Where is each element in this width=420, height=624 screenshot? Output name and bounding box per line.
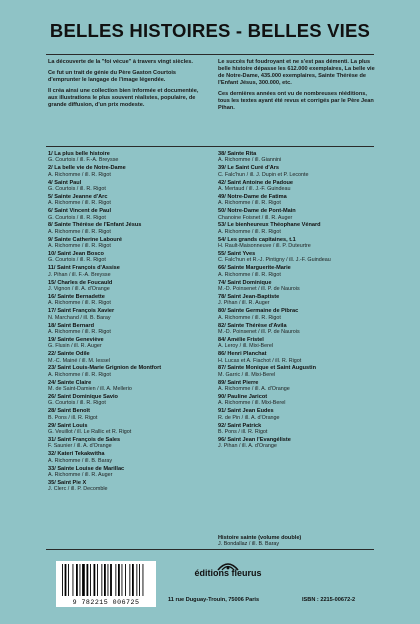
intro-paragraph: La découverte de la "foi vécue" à travers vingt siècles.	[48, 59, 193, 65]
title-label: 4/ Saint Paul	[48, 179, 82, 186]
title-label: 33/ Sainte Louise de Marillac	[48, 465, 125, 472]
authors-label: G. Flusin / ill. R. Auger	[48, 343, 102, 350]
authors-label: G. Courtois / ill. R. Rigot	[48, 400, 106, 407]
title-label: 8/ Sainte Thérèse de l'Enfant Jésus	[48, 222, 142, 229]
authors-label: A. Richomme / ill. Mixi-Berel	[218, 400, 286, 407]
title-entry	[218, 180, 378, 194]
title-entry	[48, 437, 208, 451]
title-entry	[218, 337, 378, 351]
title-label: 82/ Sainte Thérèse d'Avila	[218, 322, 287, 329]
title-entry	[218, 294, 378, 308]
title-label: 5/ Sainte Jeanne d'Arc	[48, 193, 108, 200]
title-entry	[48, 380, 208, 394]
barcode	[56, 561, 156, 607]
title-label: 6/ Saint Vincent de Paul	[48, 208, 112, 215]
title-entry	[218, 265, 378, 279]
authors-label: A. Leroy / ill. Mixi-Berel	[218, 343, 274, 350]
authors-label: G. Courtois / ill. R. Rigot	[48, 214, 106, 221]
authors-label: A. Richomme / ill. R. Auger	[48, 471, 113, 478]
authors-label: A. Richomme / ill. R. Rigot	[218, 200, 281, 207]
authors-label: M.-C. Mainé / ill. M. Iessel	[48, 357, 111, 364]
title-entry	[48, 208, 208, 222]
title-entry	[48, 308, 208, 322]
authors-label: H. Rault-Maisonneuve / ill. P. Duteurtre	[218, 243, 311, 250]
title-label: 50/ Notre-Dame de Pont-Main	[218, 208, 296, 215]
page-title: BELLES HISTOIRES - BELLES VIES	[49, 20, 371, 41]
authors-label: A. Richomme / ill. R. Rigot	[48, 171, 111, 178]
authors-label: A. Richomme / ill. Giannini	[218, 157, 282, 164]
title-entry	[218, 208, 378, 222]
title-entry	[48, 351, 208, 365]
title-entry	[48, 165, 208, 179]
title-label: 15/ Charles de Foucauld	[48, 279, 113, 286]
title-label: 90/ Pauline Jaricot	[218, 394, 268, 401]
intro-paragraph: Le succès fut foudroyant et ne s'est pas démenti. La plus belle histoire dépasse les 612.000 exemplaires, La belle vie de Notre-Dame, 435.000 exemplaires, Sainte Thérèse de l'Enfant Jésus, 300.000, etc.	[218, 59, 375, 86]
title-label: 96/ Saint Jean l'Evangéliste	[218, 436, 291, 443]
title-label: 16/ Sainte Bernadette	[48, 293, 105, 300]
authors-label: A. Richomme / ill. R. Rigot	[48, 228, 111, 235]
authors-label: A. Richomme / ill. R. Rigot	[48, 371, 111, 378]
authors-label: M. de Saint-Damien / ill. A. Mellerio	[48, 386, 132, 393]
title-label: 80/ Sainte Germaine de Pibrac	[218, 308, 299, 315]
title-label: 92/ Saint Patrick	[218, 422, 262, 429]
authors-label: J. Pihan / ill. R. Auger	[218, 300, 270, 307]
title-label: 42/ Saint Antoine de Padoue	[218, 179, 294, 186]
divider-top	[46, 54, 374, 55]
title-label: 23/ Saint Louis-Marie Grignion de Montfort	[48, 365, 162, 372]
title-label: 11/ Saint François d'Assise	[48, 265, 120, 272]
title-entry	[48, 222, 208, 236]
title-label: 84/ Amélie Fristel	[218, 336, 264, 343]
title-label: 39/ Le Saint Curé d'Ars	[218, 165, 280, 172]
authors-label: M. Garric / ill. Mixi-Berel	[218, 371, 276, 378]
title-entry	[48, 280, 208, 294]
title-entry	[218, 222, 378, 236]
authors-label: B. Pons / ill. R. Rigot	[48, 414, 98, 421]
title-entry	[48, 323, 208, 337]
publisher-name: éditions fleurus	[194, 568, 262, 578]
authors-label: A. Richomme / ill. A. d'Orange	[218, 386, 290, 393]
authors-label: F. Saunier / ill. A. d'Orange	[48, 443, 112, 450]
barcode-bars	[62, 564, 150, 596]
authors-label: Chanoine Foisnet / ill. R. Auger	[218, 214, 293, 221]
title-label: 10/ Saint Jean Bosco	[48, 251, 104, 258]
title-label: 22/ Sainte Odile	[48, 351, 90, 358]
authors-label: A. Richomme / ill. R. Rigot	[48, 200, 111, 207]
intro-paragraph: Il créa ainsi une collection bien informée et documentée, aux illustrations le plus souvent réalistes, populaire, de grande diffusion, d'un prix modeste.	[48, 88, 199, 108]
title-entry	[48, 337, 208, 351]
title-entry	[48, 394, 208, 408]
titles-list-left	[48, 151, 208, 494]
title-label: 38/ Sainte Rita	[218, 151, 257, 157]
title-entry	[48, 251, 208, 265]
title-label: 91/ Saint Jean Eudes	[218, 408, 274, 415]
authors-label: J. Pihan / ill. A. d'Orange	[218, 443, 277, 450]
authors-label: G. Courtois / ill. F.-A. Breysse	[48, 157, 119, 164]
extra-title	[218, 535, 378, 548]
title-label: 28/ Saint Benoît	[48, 408, 90, 415]
title-entry	[218, 351, 378, 365]
title-label: 26/ Saint Dominique Savio	[48, 394, 118, 401]
authors-label: C. Falc'hun et R.-J. Pintigny / ill. J.-F. Guindeau	[218, 257, 331, 264]
title-entry	[48, 151, 208, 165]
title-label: 32/ Kateri Tekakwitha	[48, 451, 105, 458]
authors-label: H. Lucas et A. Fiachot / ill. R. Rigot	[218, 357, 302, 364]
intro-right	[218, 59, 376, 116]
title-entry	[48, 451, 208, 465]
authors-label: A. Richomme / ill. R. Rigot	[48, 243, 111, 250]
title-label: 9/ Sainte Catherine Labouré	[48, 236, 122, 243]
authors-label: A. Mertaud / ill. J.-F. Guindeau	[218, 186, 291, 192]
title-entry	[48, 194, 208, 208]
title-entry	[48, 237, 208, 251]
title-entry	[218, 408, 378, 422]
title-entry	[48, 480, 208, 494]
title-entry	[218, 308, 378, 322]
title-entry	[48, 180, 208, 194]
title-label: 66/ Sainte Marguerite-Marie	[218, 265, 291, 272]
title-label: 2/ La belle vie de Notre-Dame	[48, 165, 126, 172]
title-label: 18/ Saint Bernard	[48, 322, 95, 329]
title-entry	[48, 408, 208, 422]
title-label: Histoire sainte (volume double)	[218, 535, 302, 541]
title-label: 86/ Henri Planchat	[218, 351, 267, 358]
title-entry	[218, 323, 378, 337]
title-entry	[218, 380, 378, 394]
title-entry	[48, 423, 208, 437]
authors-label: J. Pihan / ill. F.-A. Breysse	[48, 271, 111, 278]
title-label: 89/ Saint Pierre	[218, 379, 259, 386]
intro-paragraph: Ce fut un trait de génie du Père Gaston Courtois d'emprunter le langage de l'image légendée.	[48, 70, 177, 83]
authors-label: A. Richomme / ill. B. Baray	[48, 457, 113, 464]
isbn: ISBN : 2215-00672-2	[302, 597, 356, 603]
title-label: 87/ Sainte Monique et Saint Augustin	[218, 365, 317, 372]
title-entry	[48, 466, 208, 480]
title-label: 74/ Saint Dominique	[218, 279, 272, 286]
title-label: 49/ Notre-Dame de Fatima	[218, 193, 287, 200]
intro-paragraph: Ces dernières années ont vu de nombreuses rééditions, tous les textes ayant été revus et corrigés par le Père Jean Pihan.	[218, 91, 374, 111]
authors-label: A. Richomme / ill. R. Rigot	[218, 271, 281, 278]
barcode-number: 9 782215 006725	[72, 599, 140, 606]
title-label: 24/ Sainte Claire	[48, 379, 92, 386]
title-entry	[218, 237, 378, 251]
intro-left	[48, 59, 208, 113]
title-entry	[218, 437, 378, 451]
title-entry	[218, 365, 378, 379]
authors-label: A. Richomme / ill. R. Rigot	[48, 328, 111, 335]
authors-label: J. Clerc / ill. P. Decomble	[48, 486, 108, 493]
title-entry	[218, 151, 378, 165]
title-label: 55/ Saint Yves	[218, 251, 256, 258]
title-entry	[48, 365, 208, 379]
authors-label: A. Richomme / ill. R. Rigot	[48, 300, 111, 307]
authors-label: G. Veuillot / ill. Le Rallic et R. Rigot	[48, 429, 132, 436]
publisher-address: 11 rue Duguay-Trouin, 75006 Paris	[168, 597, 260, 603]
authors-label: M.-D. Poinsenet / ill. P. de Naurois	[218, 286, 300, 293]
title-entry	[218, 280, 378, 294]
title-label: 54/ Les grands capitaines, t.1	[218, 236, 296, 243]
authors-label: A. Richomme / ill. R. Rigot	[218, 314, 281, 321]
title-entry	[218, 251, 378, 265]
title-entry	[218, 423, 378, 437]
divider-list	[46, 146, 374, 147]
authors-label: A. Richomme / ill. R. Rigot	[218, 228, 281, 235]
title-entry	[48, 294, 208, 308]
title-label: 31/ Saint François de Sales	[48, 436, 121, 443]
divider-bottom	[46, 549, 374, 550]
title-entry	[218, 165, 378, 179]
authors-label: C. Falc'hun / ill. J. Dupin et P. Leconte	[218, 171, 309, 178]
authors-label: G. Courtois / ill. R. Rigot	[48, 186, 106, 192]
title-label: 17/ Saint François Xavier	[48, 308, 115, 315]
title-label: 35/ Saint Pie X	[48, 479, 87, 486]
authors-label: G. Courtois / ill. R. Rigot	[48, 257, 106, 264]
authors-label: R. de Pin / ill. A. d'Orange	[218, 414, 280, 421]
title-label: 1/ La plus belle histoire	[48, 151, 110, 157]
title-entry	[48, 265, 208, 279]
title-label: 19/ Sainte Geneviève	[48, 336, 104, 343]
authors-label: B. Pons / ill. R. Rigot	[218, 429, 268, 436]
title-label: 53/ Le bienheureux Théophane Vénard	[218, 222, 321, 229]
authors-label: J. Bondallaz / ill. B. Baray	[218, 541, 280, 548]
title-entry	[218, 394, 378, 408]
title-entry	[218, 194, 378, 208]
titles-list-right	[218, 151, 378, 451]
authors-label: N. Marchand / ill. B. Baray	[48, 314, 111, 321]
authors-label: J. Vignon / ill. A. d'Orange	[48, 286, 110, 293]
authors-label: M.-D. Poinsenet / ill. P. de Naurois	[218, 328, 300, 335]
title-label: 78/ Saint Jean-Baptiste	[218, 293, 280, 300]
title-label: 29/ Saint Louis	[48, 422, 88, 429]
